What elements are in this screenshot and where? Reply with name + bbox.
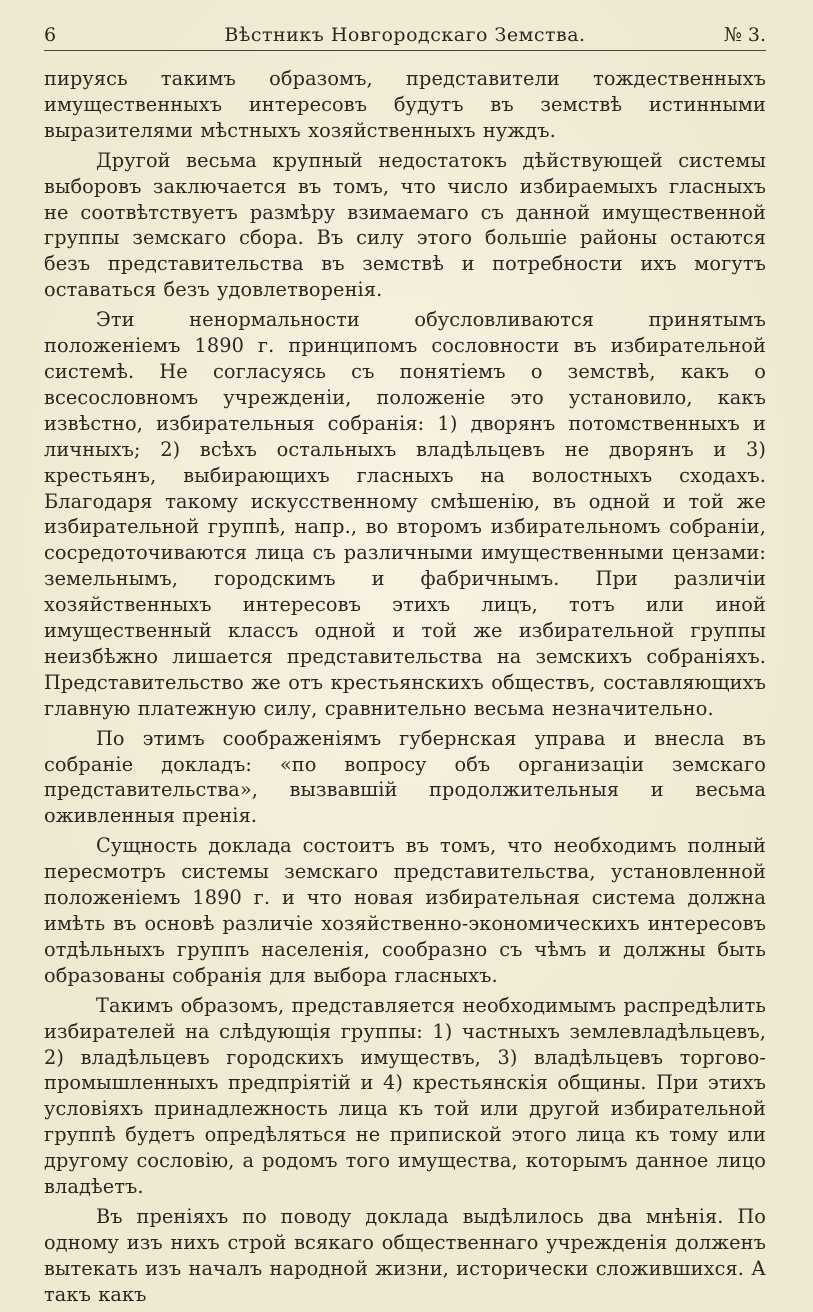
paragraph: Такимъ образомъ, представляется необходимымъ распредѣлить избирателей на слѣдующія группы: 1) частныхъ землевладѣльцевъ, 2) владѣльцевъ городскихъ имуществъ, 3) владѣльцевъ торгово-промышленныхъ предпріятій и 4) крестьянскія общины. При этихъ условіяхъ принадлежность лица къ той или другой избирательной группѣ будетъ опредѣляться не припиской этого лица къ тому или другому сословію, а родомъ того имущества, которымъ данное лицо владѣетъ. bbox=[44, 993, 766, 1199]
article-body bbox=[44, 66, 766, 1312]
running-header bbox=[44, 20, 766, 51]
paragraph: По этимъ соображеніямъ губернская управа и внесла въ собраніе докладъ: «по вопросу объ организаціи земскаго представительства», вызвавшій продолжительныя и весьма оживленныя пренія. bbox=[44, 726, 766, 828]
paragraph: Другой весьма крупный недостатокъ дѣйствующей системы выборовъ заключается въ томъ, что число избираемыхъ гласныхъ не соотвѣтствуетъ размѣру взимаемаго съ данной имущественной группы земскаго сбора. Въ силу этого большіе районы остаются безъ представительства въ земствѣ и потребности ихъ могутъ оставаться безъ удовлетворенія. bbox=[44, 148, 766, 302]
paragraph: Сущность доклада состоитъ въ томъ, что необходимъ полный пересмотръ системы земскаго представительства, установленной положеніемъ 1890 г. и что новая избирательная система должна имѣть въ основѣ различіе хозяйственно-экономическихъ интересовъ отдѣльныхъ группъ населенія, сообразно съ чѣмъ и должны быть образованы собранія для выбора гласныхъ. bbox=[44, 834, 766, 987]
paragraph: Въ преніяхъ по поводу доклада выдѣлилось два мнѣнія. По одному изъ нихъ строй всякаго общественнаго учрежденія долженъ вытекать изъ началъ народной жизни, исторически сложившихся. А такъ какъ bbox=[44, 1204, 766, 1306]
paragraph: Эти ненормальности обусловливаются принятымъ положеніемъ 1890 г. принципомъ сословности въ избирательной системѣ. Не согласуясь съ понятіемъ о земствѣ, какъ о всесословномъ учрежденіи, положеніе это установило, какъ извѣстно, избирательныя собранія: 1) дворянъ потомственныхъ и личныхъ; 2) всѣхъ остальныхъ владѣльцевъ не дворянъ и 3) крестьянъ, выбирающихъ гласныхъ на волостныхъ сходахъ. Благодаря такому искусственному смѣшенію, въ одной и той же избирательной группѣ, напр., во второмъ избирательномъ собраніи, сосредоточиваются лица съ различными имущественными цензами: земельнымъ, городскимъ и фабричнымъ. При различіи хозяйственныхъ интересовъ этихъ лицъ, тотъ или иной имущественный классъ одной и той же избирательной группы неизбѣжно лишается представительства на земскихъ собраніяхъ. Представительство же отъ крестьянскихъ обществъ, составляющихъ главную платежную силу, сравнительно весьма незначительно. bbox=[44, 308, 766, 720]
journal-title: Вѣстникъ Новгородскаго Земства. bbox=[224, 24, 586, 46]
issue-number: № 3. bbox=[723, 24, 766, 46]
page-number: 6 bbox=[44, 24, 57, 46]
paragraph-continuation: пируясь такимъ образомъ, представители тождественныхъ имущественныхъ интересовъ будутъ въ земствѣ истинными выразителями мѣстныхъ хозяйственныхъ нуждъ. bbox=[44, 67, 766, 142]
